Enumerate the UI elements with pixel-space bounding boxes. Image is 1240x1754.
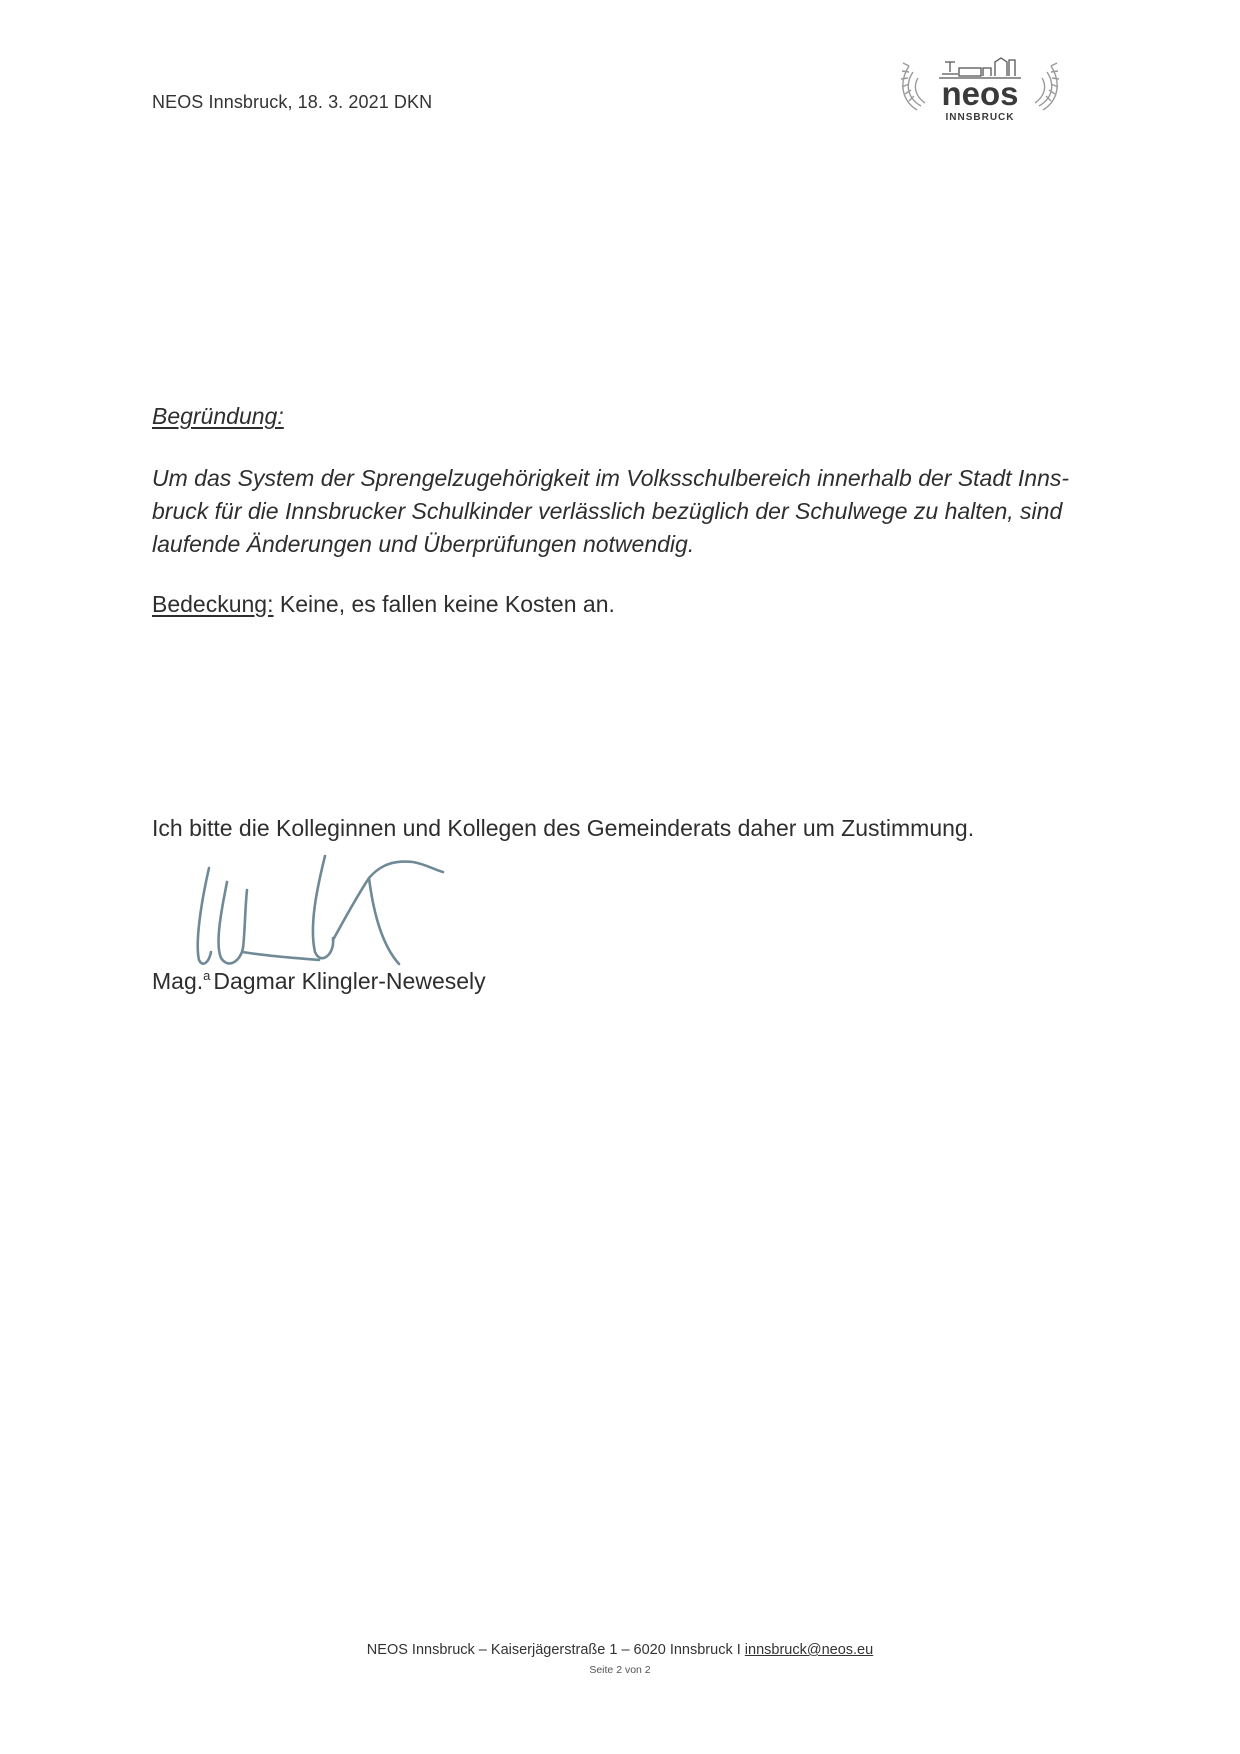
neos-innsbruck-logo (895, 48, 1065, 128)
signer-full-name: Dagmar Klingler-Newesely (213, 968, 486, 994)
coverage-line (152, 588, 1092, 621)
date-line: NEOS Innsbruck, 18. 3. 2021 DKN (152, 92, 433, 112)
logo-subtitle: INNSBRUCK (945, 112, 1015, 123)
signer-name (152, 968, 486, 995)
coverage-label: Bedeckung: (152, 591, 274, 617)
logo-wordmark: neos (941, 75, 1019, 112)
footer-address-text: NEOS Innsbruck – Kaiserjägerstraße 1 – 6020 Innsbruck I (366, 1642, 745, 1658)
footer-email-link[interactable]: innsbruck@neos.eu (744, 1642, 874, 1658)
signer-suffix: a (203, 968, 211, 983)
signer-prefix: Mag. (152, 968, 204, 994)
page-number: Seite 2 von 2 (589, 1664, 651, 1676)
reason-heading: Begründung: (152, 403, 284, 429)
coverage-text: Keine, es fallen keine Kosten an. (273, 591, 615, 617)
handwritten-signature (185, 848, 505, 978)
closing-sentence: Ich bitte die Kolleginnen und Kollegen des Gemeinderats daher um Zustimmung. (152, 815, 975, 841)
reason-text: Um das System der Sprengelzugehörigkeit im Volksschulbereich innerhalb der Stadt Inns- bruck für die Innsbrucker Schulkinder verlässlich bezüglich der Schulwege zu halten, sind laufende Änderungen und Überprüfungen notwendig. (152, 465, 1070, 557)
footer-address (0, 1642, 1240, 1658)
